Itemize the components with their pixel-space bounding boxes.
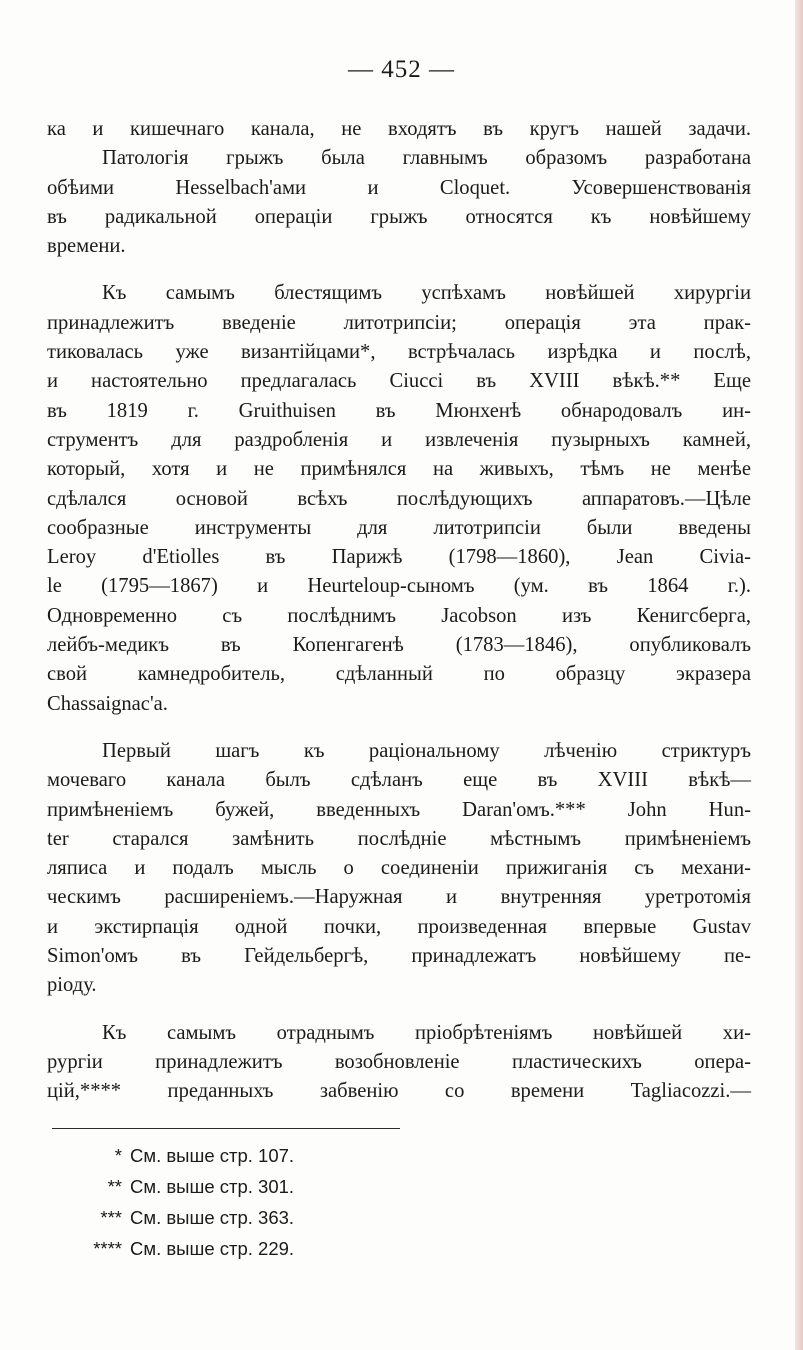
text-line: который, хотя и не примѣнялся на живыхъ, тѣмъ не менѣе (47, 458, 751, 481)
footnote-mark: * (114, 1145, 122, 1166)
text-line: Къ самымъ блестящимъ успѣхамъ новѣйшей хирургіи (102, 282, 751, 305)
text-line: Патологія грыжъ была главнымъ образомъ разработана (102, 147, 751, 170)
footnote (47, 1140, 747, 1171)
text-line: Chassaignac'a. (47, 692, 168, 715)
page-edge (795, 0, 803, 1350)
text-line: примѣненіемъ бужей, введенныхъ Daran'омъ.*** John Hun- (47, 798, 751, 821)
text-line: лейбъ-медикъ въ Копенгагенѣ (1783—1846), опубликовалъ (47, 634, 751, 657)
text-line: ка и кишечнаго канала, не входятъ въ кругъ нашей задачи. (47, 118, 751, 140)
text-line: струментъ для раздробленія и извлеченія пузырныхъ камней, (47, 428, 751, 451)
body-text (47, 115, 751, 1107)
text-line: ріоду. (47, 974, 97, 997)
page-number: — 452 — (348, 56, 455, 83)
text-line: времени. (47, 235, 126, 258)
footnote-text: См. выше стр. 229. (130, 1238, 295, 1259)
text-line: и настоятельно предлагалась Ciucci въ XVIII вѣкѣ.** Еще (47, 370, 751, 393)
text-line: ляписа и подалъ мысль о соединеніи прижиганія съ механи- (47, 857, 751, 880)
text-line: le (1795—1867) и Heurteloup-сыномъ (ум. въ 1864 г.). (47, 575, 751, 598)
text-line: цій,**** преданныхъ забвенію со времени Tagliacozzi.— (47, 1080, 751, 1103)
text-line: рургіи принадлежитъ возобновленіе пластическихъ опера- (47, 1050, 751, 1073)
footnote-mark: **** (93, 1238, 122, 1259)
text-line: сообразные инструменты для литотрипсіи были введены (47, 516, 751, 539)
text-line: принадлежитъ введеніе литотрипсіи; операція эта прак- (47, 311, 751, 334)
text-line: сдѣлался основой всѣхъ послѣдующихъ аппаратовъ.—Цѣле (47, 487, 751, 510)
footnote (47, 1171, 747, 1202)
text-line: и экстирпація одной почки, произведенная впервые Gustav (47, 915, 751, 938)
text-line: Къ самымъ отраднымъ пріобрѣтеніямъ новѣйшей хи- (102, 1021, 751, 1044)
footnote-mark: *** (100, 1207, 122, 1228)
text-line: въ 1819 г. Gruithuisen въ Мюнхенѣ обнародовалъ ин- (47, 399, 751, 422)
text-line: свой камнедробитель, сдѣланный по образцу экразера (47, 663, 751, 686)
text-line: Одновременно съ послѣднимъ Jacobson изъ Кенигсберга, (47, 604, 751, 627)
text-line: тиковалась уже византійцами*, встрѣчалась изрѣдка и послѣ, (47, 341, 751, 364)
text-line: ческимъ расширеніемъ.—Наружная и внутренняя уретротомія (47, 886, 751, 909)
footnotes (47, 1140, 747, 1264)
footnote (47, 1202, 747, 1233)
footnote-divider (52, 1128, 400, 1129)
text-line: мочеваго канала былъ сдѣланъ еще въ XVIII вѣкѣ— (47, 769, 751, 792)
footnote-mark: ** (107, 1176, 122, 1197)
footnote-text: См. выше стр. 301. (130, 1176, 295, 1197)
footnote-text: См. выше стр. 363. (130, 1207, 295, 1228)
text-line: въ радикальной операціи грыжъ относятся къ новѣйшему (47, 205, 751, 228)
text-line: Leroy d'Etiolles въ Парижѣ (1798—1860), Jean Civia- (47, 546, 751, 569)
text-line: обѣими Hesselbach'ами и Cloquet. Усовершенствованія (47, 176, 751, 199)
footnote-text: См. выше стр. 107. (130, 1145, 295, 1166)
footnote (47, 1233, 747, 1264)
text-line: Simon'омъ въ Гейдельбергѣ, принадлежатъ новѣйшему пе- (47, 945, 751, 968)
text-line: Первый шагъ къ раціональному лѣченію стриктуръ (102, 739, 751, 762)
text-line: ter старался замѣнить послѣдніе мѣстнымъ примѣненіемъ (47, 827, 751, 850)
